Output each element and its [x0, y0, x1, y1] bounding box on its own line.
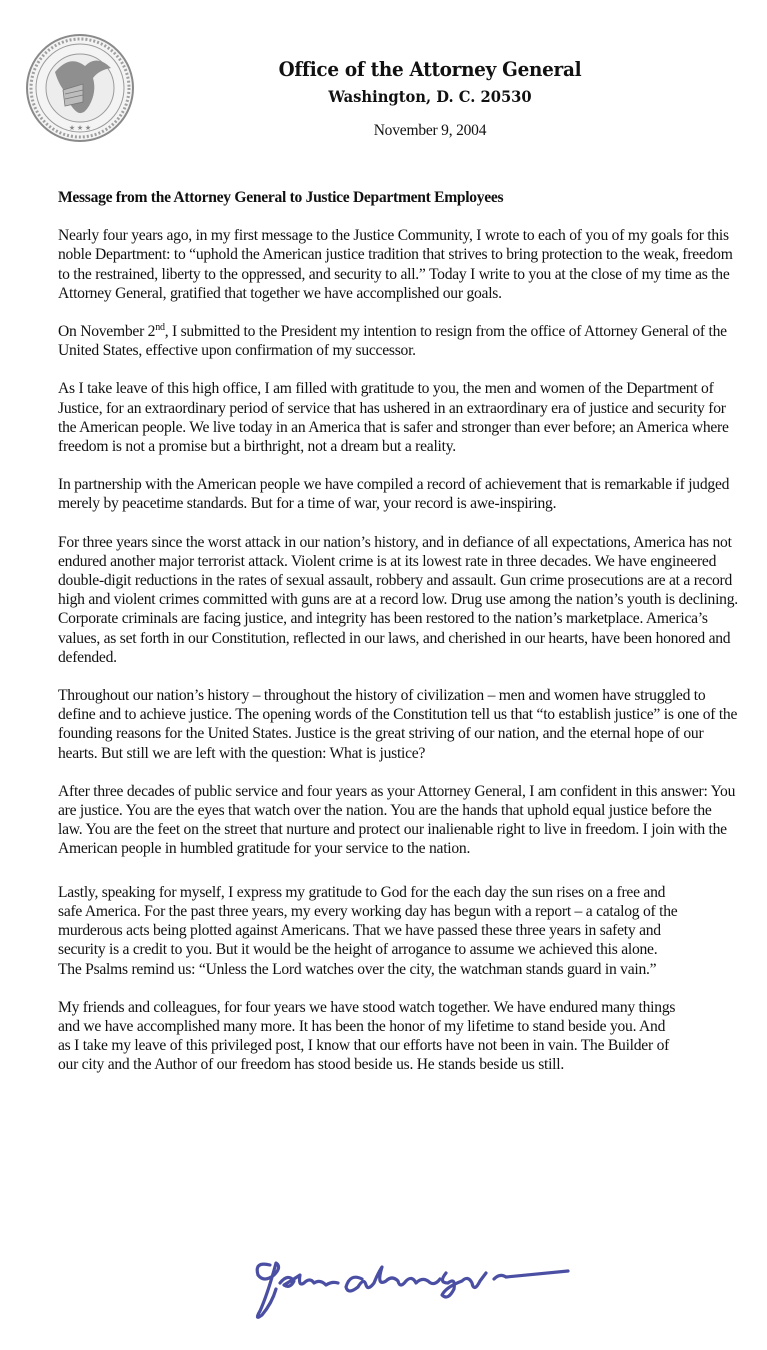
office-address: Washington, D. C. 20530 [328, 87, 532, 106]
paragraph-text: On November 2 [58, 323, 156, 341]
paragraph: After three decades of public service and four years as your Attorney General, I am confident in this answer: You are justice. You are the eyes that watch over the nation. You are the hands that uphold equal justice before the law. You are the feet on the street that nurture and protect our inalienable right to live in freedom. I join with the American people in humbled gratitude for your service to the nation. [58, 782, 736, 858]
paragraph: For three years since the worst attack in our nation’s history, and in defiance of all expectations, America has not endured another major terrorist attack. Violent crime is at its lowest rate in three decades. We have engineered double-digit reductions in the rates of sexual assault, robbery and assault. Gun crime prosecutions are at a record high and violent crimes committed with guns are at a record low. Drug use among the nation’s youth is declining. Corporate criminals are facing justice, and integrity has been restored to the nation’s marketplace. America’s values, as set forth in our Constitution, reflected in our laws, and cherished in our hearts, have been honored and defended. [58, 533, 738, 666]
office-title: Office of the Attorney General [278, 57, 582, 81]
paragraph: My friends and colleagues, for four years we have stood watch together. We have endured many things and we have accomplished many more. It has been the honor of my lifetime to stand beside you. And as I take my leave of this privileged post, I know that our efforts have not been in vain. The Builder of our city and the Author of our freedom has stood beside us. He stands beside us still. [58, 998, 676, 1074]
paragraph [58, 322, 738, 360]
letterhead [220, 56, 640, 140]
letter-subject: Message from the Attorney General to Justice Department Employees [58, 189, 504, 206]
paragraph: Nearly four years ago, in my first message to the Justice Community, I wrote to each of you of my goals for this noble Department: to “uphold the American justice tradition that strives to bring protection to the weak, freedom to the restrained, liberty to the oppressed, and security to all.” Today I write to you at the close of my time as the Attorney General, gratified that together we have accomplished our goals. [58, 227, 733, 302]
svg-text:★ ★ ★: ★ ★ ★ [68, 124, 92, 132]
department-of-justice-seal-icon [25, 32, 135, 144]
paragraph: Throughout our nation’s history – throughout the history of civilization – men and women have struggled to define and to achieve justice. The opening words of the Constitution tell us that “to establish justice” is one of the founding reasons for the United States. Justice is the great striving of our nation, and the eternal hope of our hearts. But still we are left with the question: What is justice? [58, 687, 738, 762]
ordinal-suffix: nd [155, 321, 165, 333]
letter-body [58, 188, 738, 1094]
paragraph-text: , I submitted to the President my intention to resign from the office of Attorney General of the United States, effective upon confirmation of my successor. [58, 323, 727, 360]
handwritten-signature-icon [250, 1253, 610, 1323]
letter-date: November 9, 2004 [373, 122, 487, 139]
paragraph: In partnership with the American people we have compiled a record of achievement that is remarkable if judged merely by peacetime standards. But for a time of war, your record is awe-inspiring. [58, 476, 730, 513]
paragraph: Lastly, speaking for myself, I express my gratitude to God for the each day the sun rises on a free and safe America. For the past three years, my every working day has begun with a report – a catalog of the murderous acts being plotted against Americans. That we have passed these three years in safety and security is a credit to you. But it would be the height of arrogance to assume we achieved this alone. The Psalms remind us: “Unless the Lord watches over the city, the watchman stands guard in vain.” [58, 883, 678, 978]
paragraph: As I take leave of this high office, I am filled with gratitude to you, the men and women of the Department of Justice, for an extraordinary period of service that has ushered in an extraordinary era of justice and security for the American people. We live today in an America that is safer and stronger than ever before; an America where freedom is not a promise but a birthright, not a dream but a reality. [58, 380, 729, 456]
